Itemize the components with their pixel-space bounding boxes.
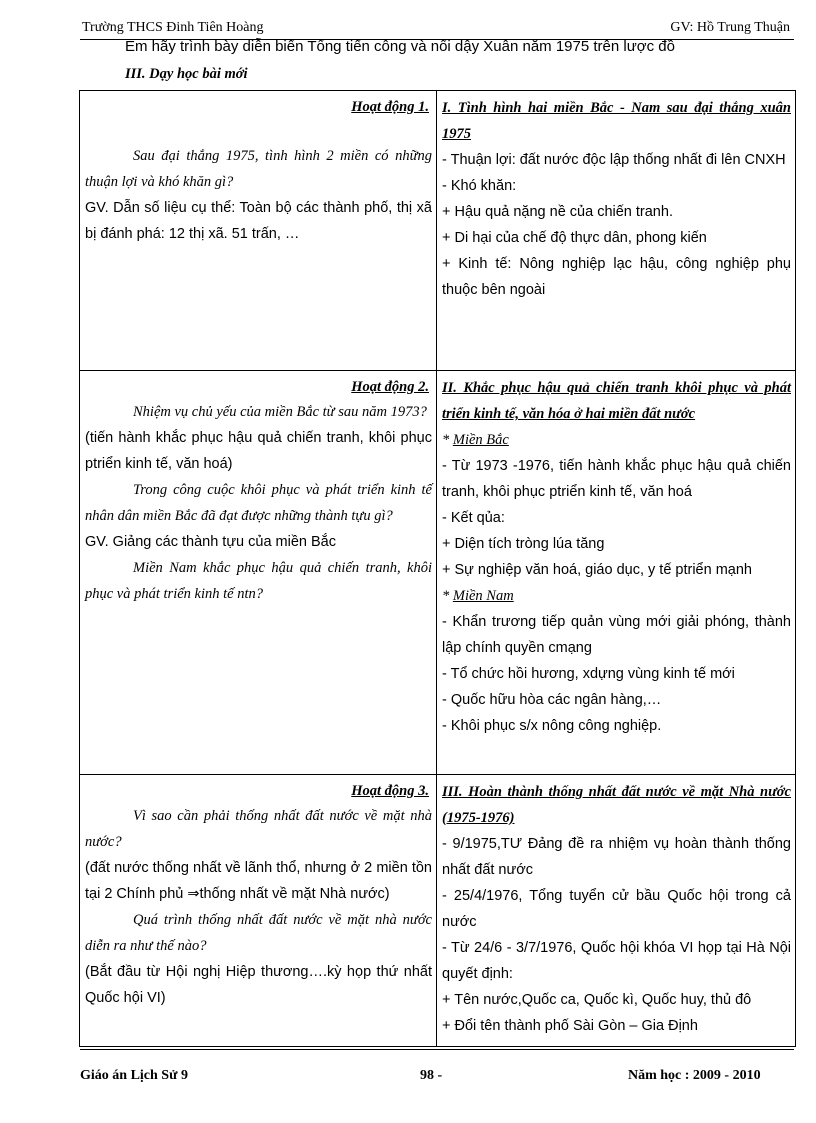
table-row xyxy=(80,371,796,775)
subheading-south: * Miền Nam xyxy=(442,588,514,604)
table-row xyxy=(80,91,796,371)
lesson-table xyxy=(79,90,796,1047)
content-line: + Kinh tế: Nông nghiệp lạc hậu, công nghiệp phụ thuộc bên ngoài xyxy=(442,256,791,298)
activity-cell xyxy=(80,775,437,1047)
footer-rule xyxy=(80,1049,794,1050)
question-text: Quá trình thống nhất đất nước về mặt nhà nước diễn ra như thế nào? xyxy=(85,912,432,954)
footer-school-year: Năm học : 2009 - 2010 xyxy=(628,1068,761,1083)
content-line: - Thuận lợi: đất nước độc lập thống nhất đi lên CNXH xyxy=(442,152,786,168)
header-school: Trường THCS Đinh Tiên Hoàng xyxy=(82,20,264,35)
subheading-north: * Miền Bắc xyxy=(442,432,509,448)
question-text: Vì sao cần phải thống nhất đất nước về mặt nhà nước? xyxy=(85,808,432,850)
content-line: + Sự nghiệp văn hoá, giáo dục, y tế ptriển mạnh xyxy=(442,562,752,578)
content-line: - Kết qủa: xyxy=(442,510,505,526)
question-text: Nhiệm vụ chủ yếu của miền Bắc từ sau năm 1973? xyxy=(133,404,427,420)
activity-cell xyxy=(80,371,437,775)
content-cell xyxy=(437,371,796,775)
question-text: Trong công cuộc khôi phục và phát triển kinh tế nhân dân miền Bắc đã đạt được những thành tựu gì? xyxy=(85,482,432,524)
content-line: - Quốc hữu hòa các ngân hàng,… xyxy=(442,692,662,708)
section-heading: III. Dạy học bài mới xyxy=(125,66,248,82)
activity-cell xyxy=(80,91,437,371)
note-text: GV. Giảng các thành tựu của miền Bắc xyxy=(85,534,336,550)
content-line: + Đổi tên thành phố Sài Gòn – Gia Định xyxy=(442,1018,698,1034)
content-line: + Di hại của chế độ thực dân, phong kiến xyxy=(442,230,707,246)
content-line: - 9/1975,TƯ Đảng đề ra nhiệm vụ hoàn thành thống nhất đất nước xyxy=(442,836,791,878)
note-text: (đất nước thống nhất về lãnh thổ, nhưng ở 2 miền tồn tại 2 Chính phủ ⇒thống nhất về mặt Nhà nước) xyxy=(85,860,432,902)
table-row xyxy=(80,775,796,1047)
section-title: II. Khắc phục hậu quả chiến tranh khôi phục và phát triển kinh tế, văn hóa ở hai miền đất nước xyxy=(442,380,791,422)
section-title: III. Hoàn thành thống nhất đất nước về mặt Nhà nước (1975-1976) xyxy=(442,784,791,826)
content-line: - Từ 1973 -1976, tiến hành khắc phục hậu quả chiến tranh, khôi phục ptriển kinh tế, văn hoá xyxy=(442,458,791,500)
section-title: I. Tình hình hai miền Bắc - Nam sau đại thắng xuân 1975 xyxy=(442,100,791,142)
activity-label: Hoạt động 1. xyxy=(351,99,429,115)
content-line: - 25/4/1976, Tổng tuyển cử bầu Quốc hội trong cả nước xyxy=(442,888,791,930)
note-text: GV. Dẫn số liệu cụ thể: Toàn bộ các thành phố, thị xã bị đánh phá: 12 thị xã. 51 trấn, … xyxy=(85,200,432,242)
question-text: Sau đại thắng 1975, tình hình 2 miền có những thuận lợi và khó khăn gì? xyxy=(85,148,432,190)
content-line: - Tổ chức hồi hương, xdựng vùng kinh tế mới xyxy=(442,666,735,682)
activity-label: Hoạt động 3. xyxy=(351,783,429,799)
intro-question: Em hãy trình bày diễn biến Tổng tiến công và nổi dậy Xuân năm 1975 trên lược đồ xyxy=(125,38,675,55)
activity-label: Hoạt động 2. xyxy=(351,379,429,395)
content-line: + Hậu quả nặng nề của chiến tranh. xyxy=(442,204,673,220)
content-line: - Từ 24/6 - 3/7/1976, Quốc hội khóa VI họp tại Hà Nội quyết định: xyxy=(442,940,791,982)
content-line: + Diện tích tròng lúa tăng xyxy=(442,536,605,552)
note-text: (tiến hành khắc phục hậu quả chiến tranh, khôi phục ptriển kinh tế, văn hoá) xyxy=(85,430,432,472)
footer-subject: Giáo án Lịch Sử 9 xyxy=(80,1068,188,1083)
content-cell xyxy=(437,91,796,371)
footer-page-number: 98 - xyxy=(420,1068,443,1083)
content-cell xyxy=(437,775,796,1047)
content-line: - Khó khăn: xyxy=(442,178,517,194)
content-line: - Khẩn trương tiếp quản vùng mới giải phóng, thành lập chính quyền cmạng xyxy=(442,614,791,656)
header-teacher: GV: Hồ Trung Thuận xyxy=(670,20,790,35)
question-text: Miền Nam khắc phục hậu quả chiến tranh, khôi phục và phát triển kinh tế ntn? xyxy=(85,560,432,602)
note-text: (Bắt đầu từ Hội nghị Hiệp thương….kỳ họp thứ nhất Quốc hội VI) xyxy=(85,964,432,1006)
content-line: + Tên nước,Quốc ca, Quốc kì, Quốc huy, thủ đô xyxy=(442,992,752,1008)
content-line: - Khôi phục s/x nông công nghiệp. xyxy=(442,718,662,734)
